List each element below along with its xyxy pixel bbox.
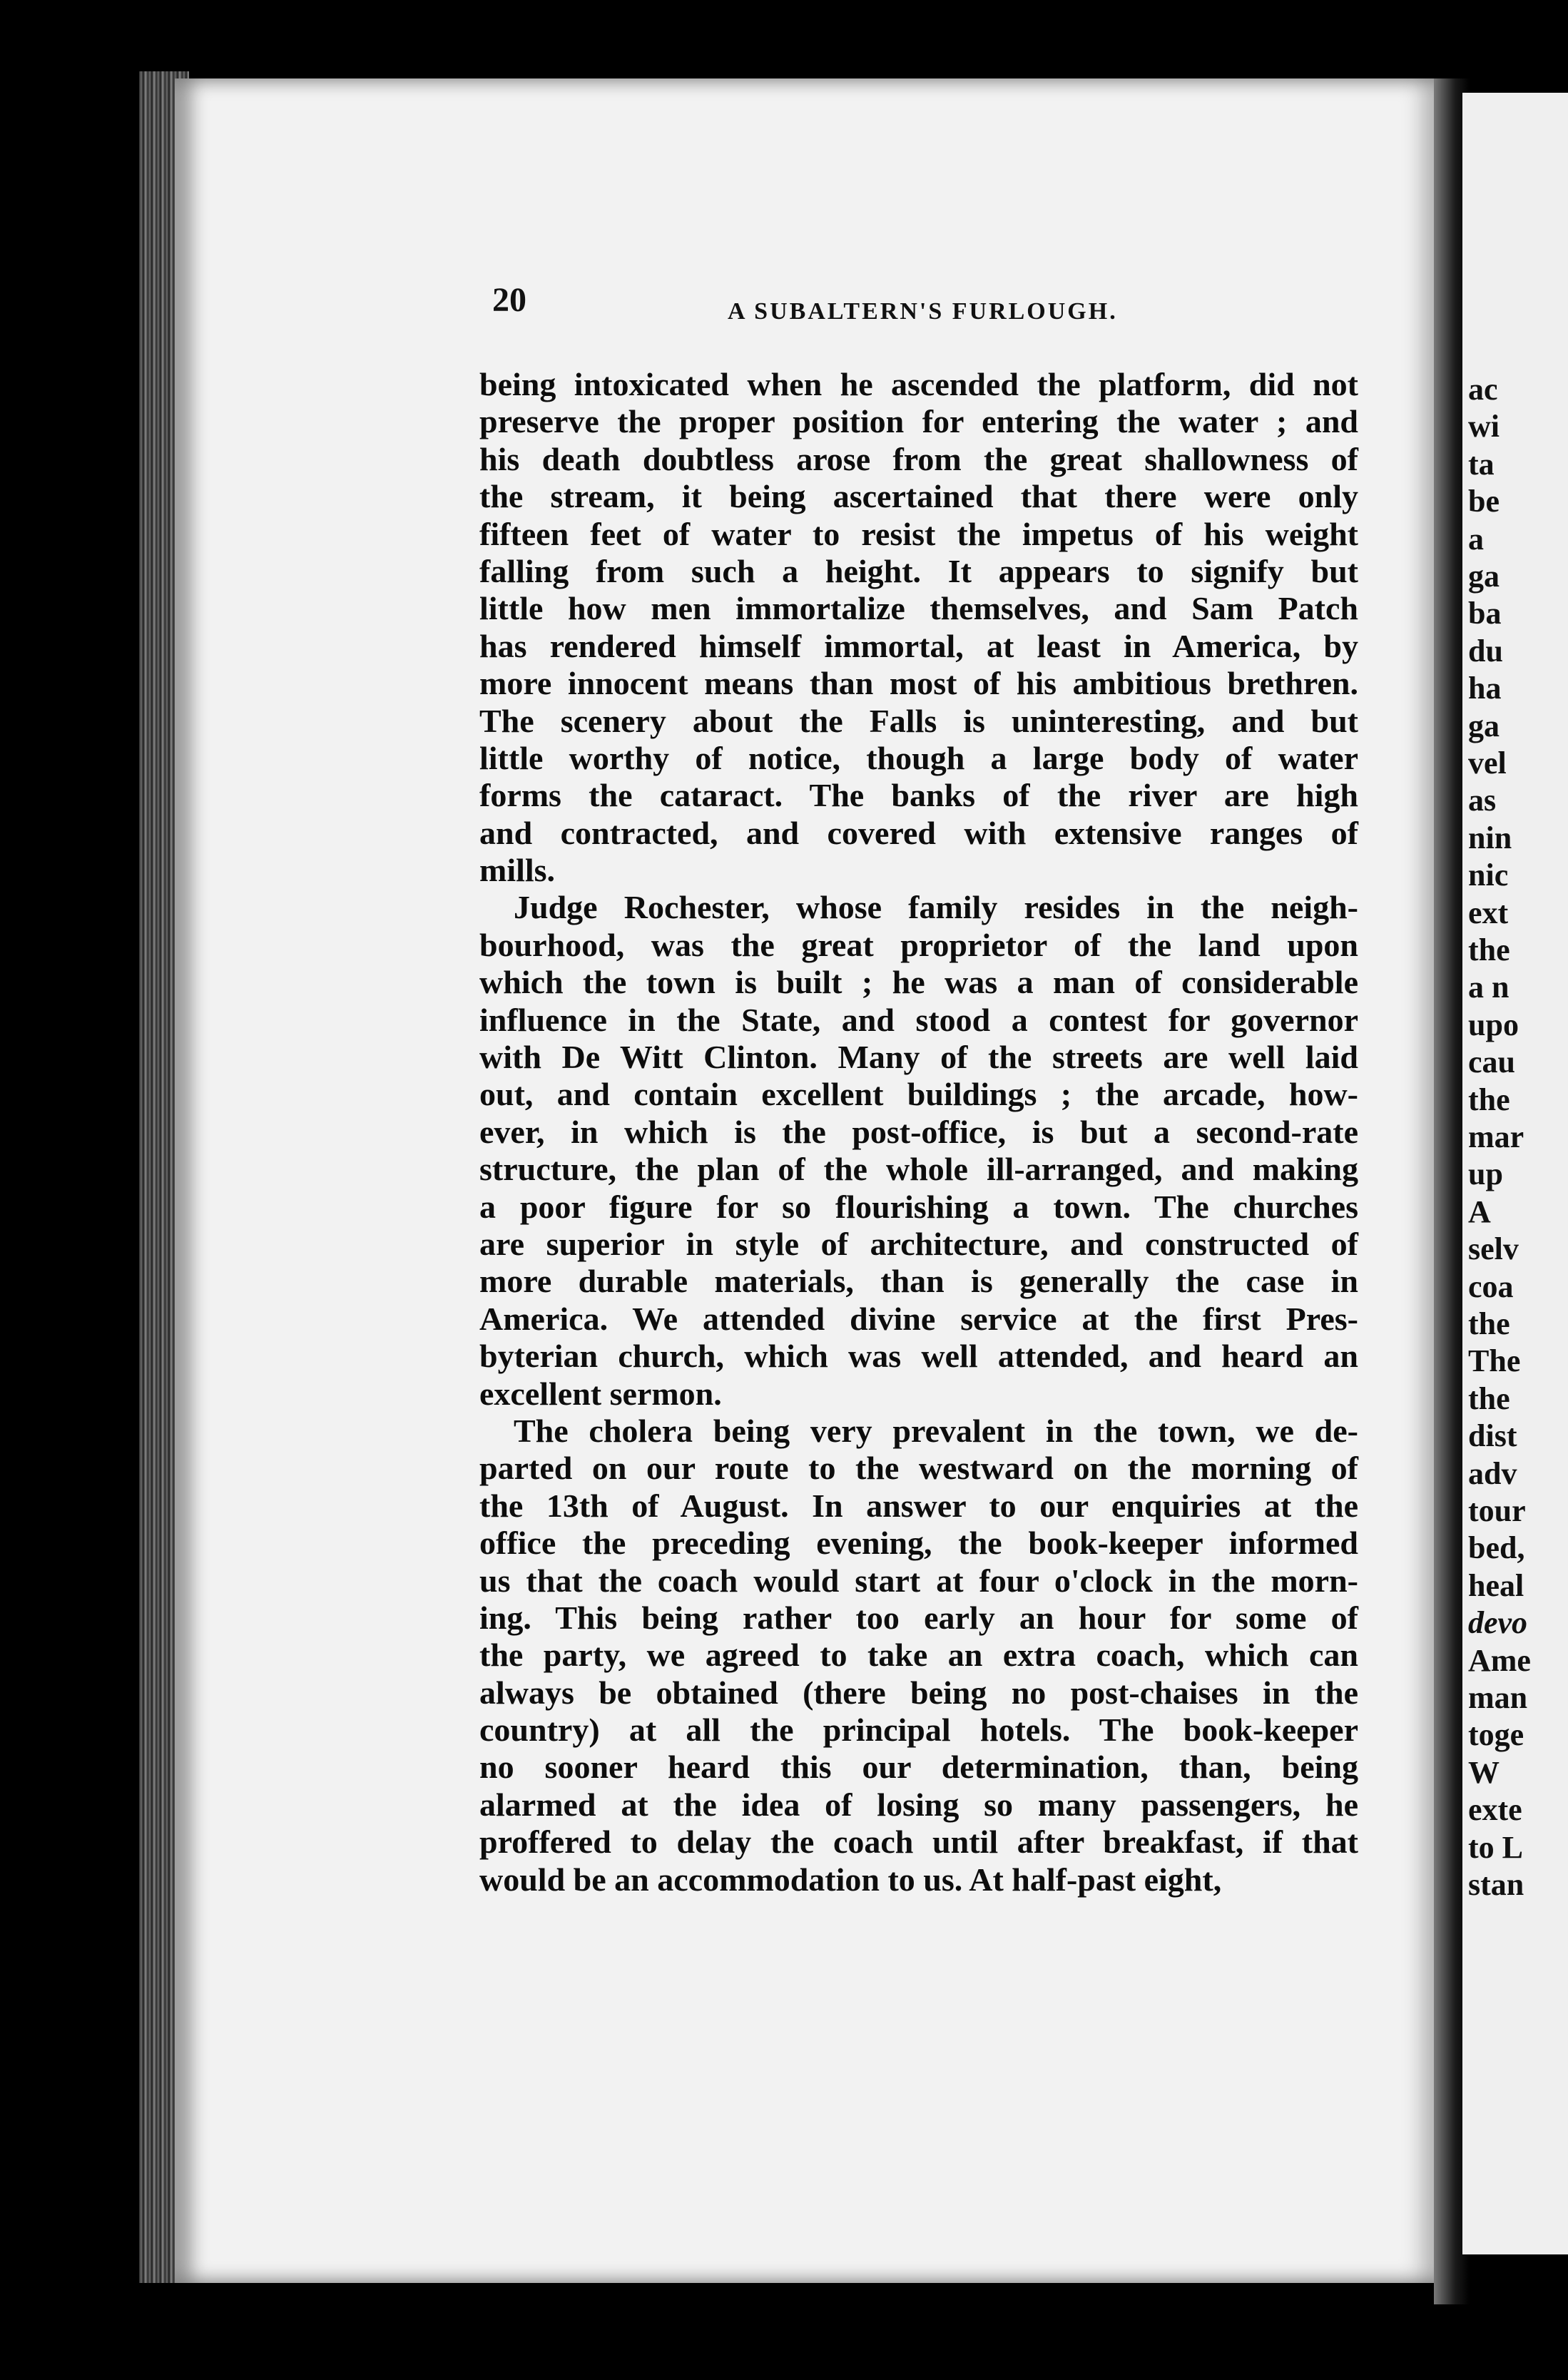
text-line: forms the cataract. The banks of the river are high: [479, 777, 1358, 814]
facing-page-fragment: cau: [1468, 1044, 1515, 1080]
facing-page-fragment: wi: [1468, 409, 1500, 444]
text-line: alarmed at the idea of losing so many passengers, he: [479, 1786, 1358, 1823]
text-line: and contracted, and covered with extensive ranges of: [479, 814, 1358, 851]
text-line: The cholera being very prevalent in the town, we de-: [514, 1412, 1358, 1449]
facing-page-fragment: ga: [1468, 708, 1500, 743]
facing-page-fragment: to L: [1468, 1829, 1523, 1865]
text-line: the stream, it being ascertained that there were only: [479, 478, 1358, 515]
text-line: falling from such a height. It appears to signify but: [479, 552, 1358, 589]
text-line: ever, in which is the post-office, is but a second-rate: [479, 1113, 1358, 1150]
text-line: excellent sermon.: [479, 1375, 722, 1412]
facing-page-fragment: dist: [1468, 1418, 1517, 1454]
text-line: always be obtained (there being no post-chaises in the: [479, 1674, 1358, 1711]
text-line: The scenery about the Falls is uninteresting, and but: [479, 702, 1358, 739]
text-line: being intoxicated when he ascended the platform, did not: [479, 366, 1358, 402]
facing-page-fragment: du: [1468, 633, 1503, 668]
facing-page-fragment: Ame: [1468, 1642, 1531, 1678]
facing-page-fragment: man: [1468, 1680, 1528, 1715]
facing-page-fragment: up: [1468, 1156, 1503, 1192]
text-line: the 13th of August. In answer to our enquiries at the: [479, 1487, 1358, 1524]
facing-page-fragment: a n: [1468, 970, 1510, 1005]
facing-page-fragment: mar: [1468, 1119, 1524, 1154]
text-line: little worthy of notice, though a large body of water: [479, 739, 1358, 776]
facing-page-fragment: coa: [1468, 1268, 1514, 1304]
text-line: with De Witt Clinton. Many of the streets are well laid: [479, 1039, 1358, 1076]
facing-page-fragment: The: [1468, 1343, 1521, 1379]
facing-page-fragment: devo: [1468, 1605, 1528, 1641]
facing-page-fragment: the: [1468, 932, 1510, 967]
running-title: A SUBALTERN'S FURLOUGH.: [728, 298, 1118, 325]
page-number: 20: [492, 281, 526, 319]
text-line: little how men immortalize themselves, and Sam Patch: [479, 590, 1358, 627]
facing-page-fragment: upo: [1468, 1007, 1519, 1042]
facing-page-fragment: tour: [1468, 1493, 1526, 1528]
facing-page-fragment: ga: [1468, 559, 1500, 594]
facing-page-fragment: nin: [1468, 820, 1512, 855]
text-line: out, and contain excellent buildings ; the arcade, how-: [479, 1076, 1358, 1113]
facing-page-fragment: as: [1468, 783, 1497, 818]
body-text: [479, 366, 1358, 1898]
facing-page-fragment: the: [1468, 1380, 1510, 1416]
facing-page-fragment: vel: [1468, 746, 1507, 780]
facing-page-fragment: ba: [1468, 596, 1502, 631]
facing-page-fragment: adv: [1468, 1455, 1517, 1491]
facing-page-fragment: A: [1468, 1194, 1491, 1229]
text-line: parted on our route to the westward on the morning of: [479, 1450, 1358, 1487]
text-line: bourhood, was the great proprietor of the land upon: [479, 926, 1358, 963]
facing-page-fragment: be: [1468, 484, 1500, 519]
text-line: byterian church, which was well attended, and heard an: [479, 1338, 1358, 1375]
facing-page-fragment: stan: [1468, 1867, 1524, 1902]
facing-page-fragment: ta: [1468, 446, 1495, 482]
text-line: us that the coach would start at four o'clock in the morn-: [479, 1562, 1358, 1599]
facing-page-fragment: ha: [1468, 671, 1502, 706]
facing-page-fragment: bed,: [1468, 1530, 1525, 1566]
text-line: would be an accommodation to us. At half-past eight,: [479, 1861, 1222, 1898]
text-line: the party, we agreed to take an extra coach, which can: [479, 1637, 1358, 1674]
text-line: a poor figure for so flourishing a town. The churches: [479, 1188, 1358, 1225]
facing-page-fragment: a: [1468, 521, 1484, 556]
text-line: has rendered himself immortal, at least in America, by: [479, 627, 1358, 664]
text-line: America. We attended divine service at the first Pres-: [479, 1300, 1358, 1337]
text-line: ing. This being rather too early an hour for some of: [479, 1599, 1358, 1636]
text-line: country) at all the principal hotels. The book-keeper: [479, 1712, 1358, 1749]
text-line: Judge Rochester, whose family resides in the neigh-: [514, 889, 1358, 926]
text-line: mills.: [479, 852, 556, 889]
text-line: fifteen feet of water to resist the impetus of his weight: [479, 515, 1358, 552]
facing-page-fragment: nic: [1468, 858, 1509, 893]
text-line: office the preceding evening, the book-keeper informed: [479, 1525, 1358, 1562]
text-line: his death doubtless arose from the great shallowness of: [479, 440, 1358, 477]
facing-page-fragment: selv: [1468, 1231, 1519, 1267]
text-line: are superior in style of architecture, and constructed of: [479, 1225, 1358, 1262]
text-line: more innocent means than most of his ambitious brethren.: [479, 665, 1358, 702]
text-line: influence in the State, and stood a contest for governor: [479, 1001, 1358, 1038]
text-line: which the town is built ; he was a man of considerable: [479, 964, 1358, 1001]
facing-page: [1462, 93, 1568, 2254]
facing-page-fragment: the: [1468, 1082, 1510, 1117]
text-line: no sooner heard this our determination, than, being: [479, 1749, 1358, 1786]
facing-page-fragment: exte: [1468, 1792, 1522, 1828]
facing-page-fragment: W: [1468, 1754, 1500, 1790]
facing-page-fragment: ac: [1468, 372, 1498, 407]
text-line: more durable materials, than is generally the case in: [479, 1263, 1358, 1300]
facing-page-fragment: ext: [1468, 895, 1509, 930]
facing-page-fragment: the: [1468, 1306, 1510, 1341]
text-line: proffered to delay the coach until after breakfast, if that: [479, 1824, 1358, 1861]
facing-page-fragment: heal: [1468, 1567, 1524, 1603]
facing-page-fragment: toge: [1468, 1717, 1524, 1753]
text-line: preserve the proper position for entering the water ; and: [479, 403, 1358, 440]
text-line: structure, the plan of the whole ill-arranged, and making: [479, 1151, 1358, 1188]
